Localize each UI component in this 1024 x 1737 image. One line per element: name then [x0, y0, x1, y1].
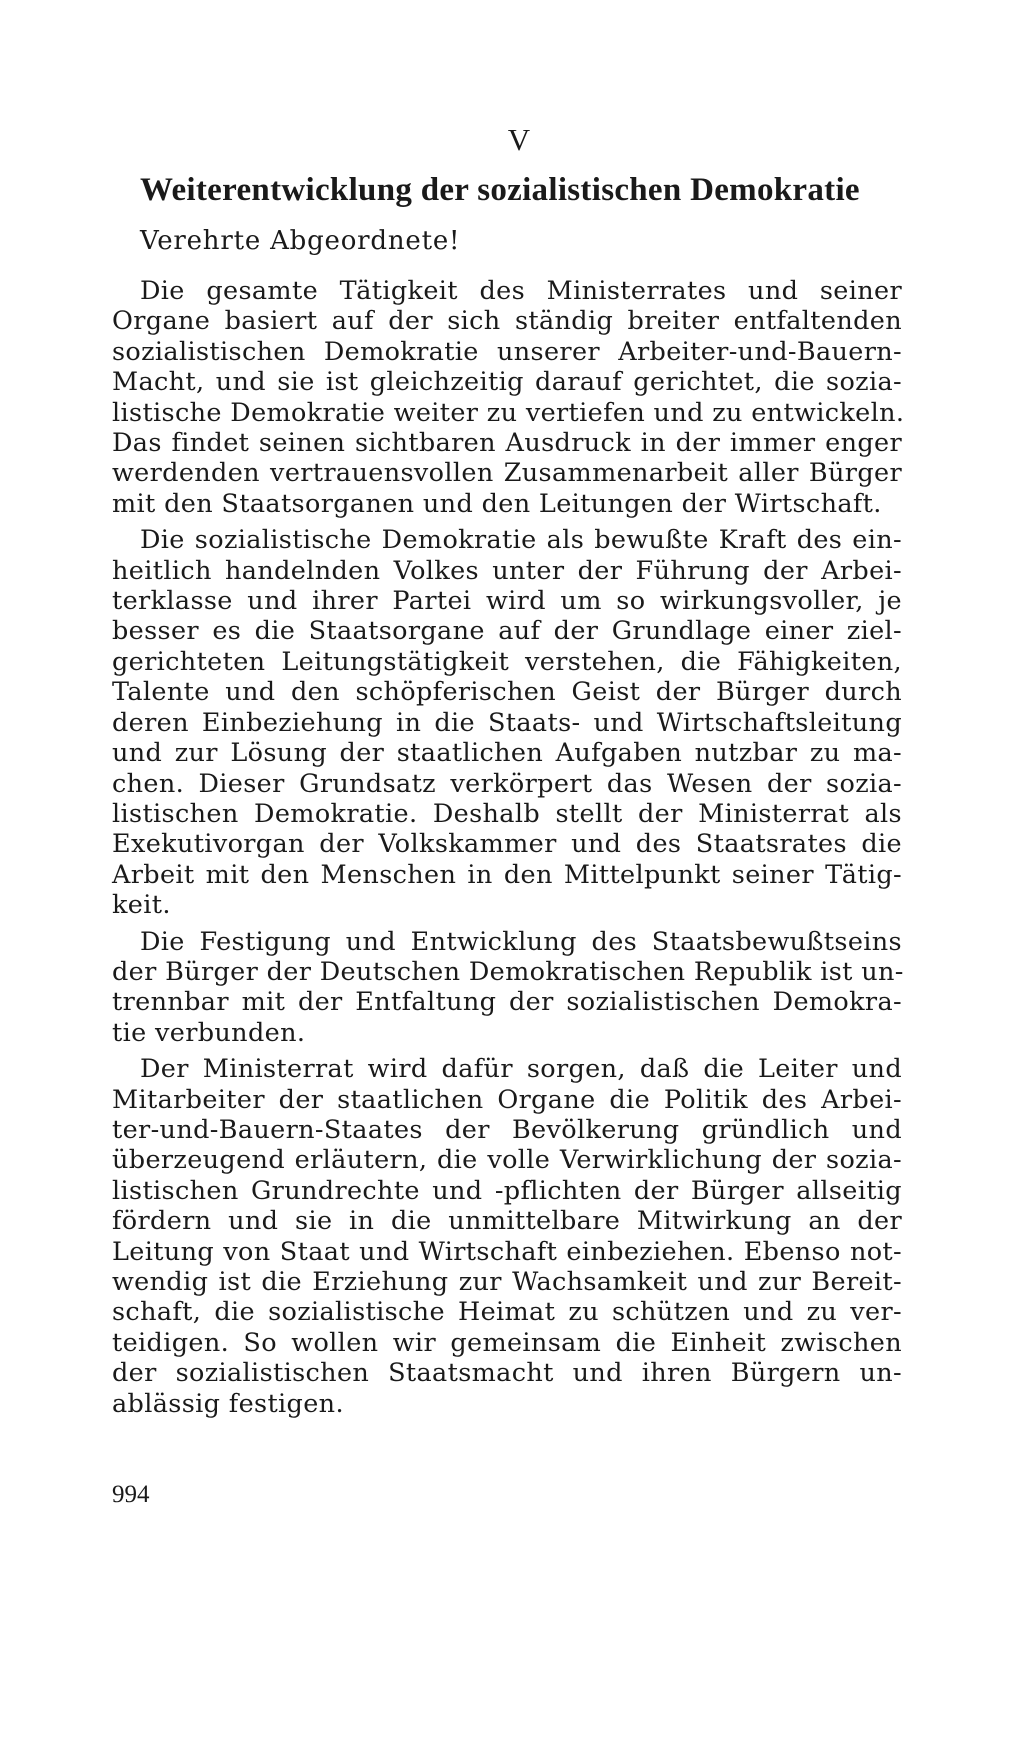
text-line: listischen Grundrechte und -pflichten der Bürger allseitig: [112, 1175, 902, 1206]
paragraph: [112, 276, 905, 519]
text-line: Der Ministerrat wird dafür sorgen, daß die Leiter und: [140, 1054, 902, 1085]
text-line: Mitarbeiter der staatlichen Organe die Politik des Arbei-: [112, 1084, 902, 1115]
text-line: besser es die Staatsorgane auf der Grundlage einer ziel-: [112, 616, 902, 647]
page-number: 994: [112, 1481, 150, 1508]
chapter-numeral: V: [507, 122, 531, 157]
paragraph: [112, 927, 902, 1049]
text-line: Die sozialistische Demokratie als bewußte Kraft des ein-: [140, 525, 902, 556]
text-line: gerichteten Leitungstätigkeit verstehen, die Fähigkeiten,: [112, 646, 902, 677]
text-line: Leitung von Staat und Wirtschaft einbeziehen. Ebenso not-: [112, 1236, 902, 1267]
text-line: fördern und sie in die unmittelbare Mitwirkung an der: [112, 1206, 902, 1237]
text-line: mit den Staatsorganen und den Leitungen der Wirtschaft.: [112, 488, 882, 519]
text-line: Macht, und sie ist gleichzeitig darauf gerichtet, die sozia-: [112, 367, 902, 398]
chapter-title: Weiterentwicklung der sozialistischen Demokratie: [140, 172, 860, 208]
text-line: wendig ist die Erziehung zur Wachsamkeit und zur Bereit-: [112, 1267, 902, 1297]
salutation: Verehrte Abgeordnete!: [140, 226, 461, 256]
text-line: Talente und den schöpferischen Geist der Bürger durch: [112, 677, 902, 708]
text-line: der Bürger der Deutschen Demokratischen Republik ist un-: [112, 956, 904, 987]
paragraph: [112, 1054, 902, 1419]
text-line: schaft, die sozialistische Heimat zu schützen und zu ver-: [112, 1297, 902, 1328]
text-line: Organe basiert auf der sich ständig breiter entfaltenden: [112, 306, 902, 337]
text-line: Die Festigung und Entwicklung des Staatsbewußtseins: [140, 926, 902, 957]
text-line: und zur Lösung der staatlichen Aufgaben nutzbar zu ma-: [112, 738, 902, 769]
text-line: keit.: [112, 890, 171, 921]
text-line: ter-und-Bauern-Staates der Bevölkerung gründlich und: [112, 1114, 902, 1145]
text-line: trennbar mit der Entfaltung der sozialistischen Demokra-: [112, 987, 902, 1018]
body-text: [112, 276, 905, 1425]
text-line: terklasse und ihrer Partei wird um so wirkungsvoller, je: [112, 586, 902, 617]
text-line: teidigen. So wollen wir gemeinsam die Einheit zwischen: [112, 1327, 902, 1358]
text-line: der sozialistischen Staatsmacht und ihren Bürgern un-: [112, 1358, 902, 1389]
text-line: listische Demokratie weiter zu vertiefen und zu entwickeln.: [112, 397, 905, 428]
text-line: Die gesamte Tätigkeit des Ministerrates und seiner: [140, 276, 902, 306]
text-line: werdenden vertrauensvollen Zusammenarbeit aller Bürger: [112, 458, 902, 489]
text-line: sozialistischen Demokratie unserer Arbeiter-und-Bauern-: [112, 336, 902, 367]
text-line: Arbeit mit den Menschen in den Mittelpunkt seiner Tätig-: [112, 859, 902, 890]
text-line: chen. Dieser Grundsatz verkörpert das Wesen der sozia-: [112, 768, 902, 799]
text-line: überzeugend erläutern, die volle Verwirklichung der sozia-: [112, 1145, 902, 1176]
text-line: tie verbunden.: [112, 1017, 306, 1048]
text-line: Exekutivorgan der Volkskammer und des Staatsrates die: [112, 829, 902, 860]
text-line: deren Einbeziehung in die Staats- und Wirtschaftsleitung: [112, 707, 902, 738]
text-line: heitlich handelnden Volkes unter der Führung der Arbei-: [112, 555, 902, 586]
paragraph: [112, 525, 902, 920]
text-line: listischen Demokratie. Deshalb stellt der Ministerrat als: [112, 798, 902, 829]
text-line: Das findet seinen sichtbaren Ausdruck in der immer enger: [112, 428, 902, 459]
text-line: ablässig festigen.: [112, 1388, 344, 1419]
